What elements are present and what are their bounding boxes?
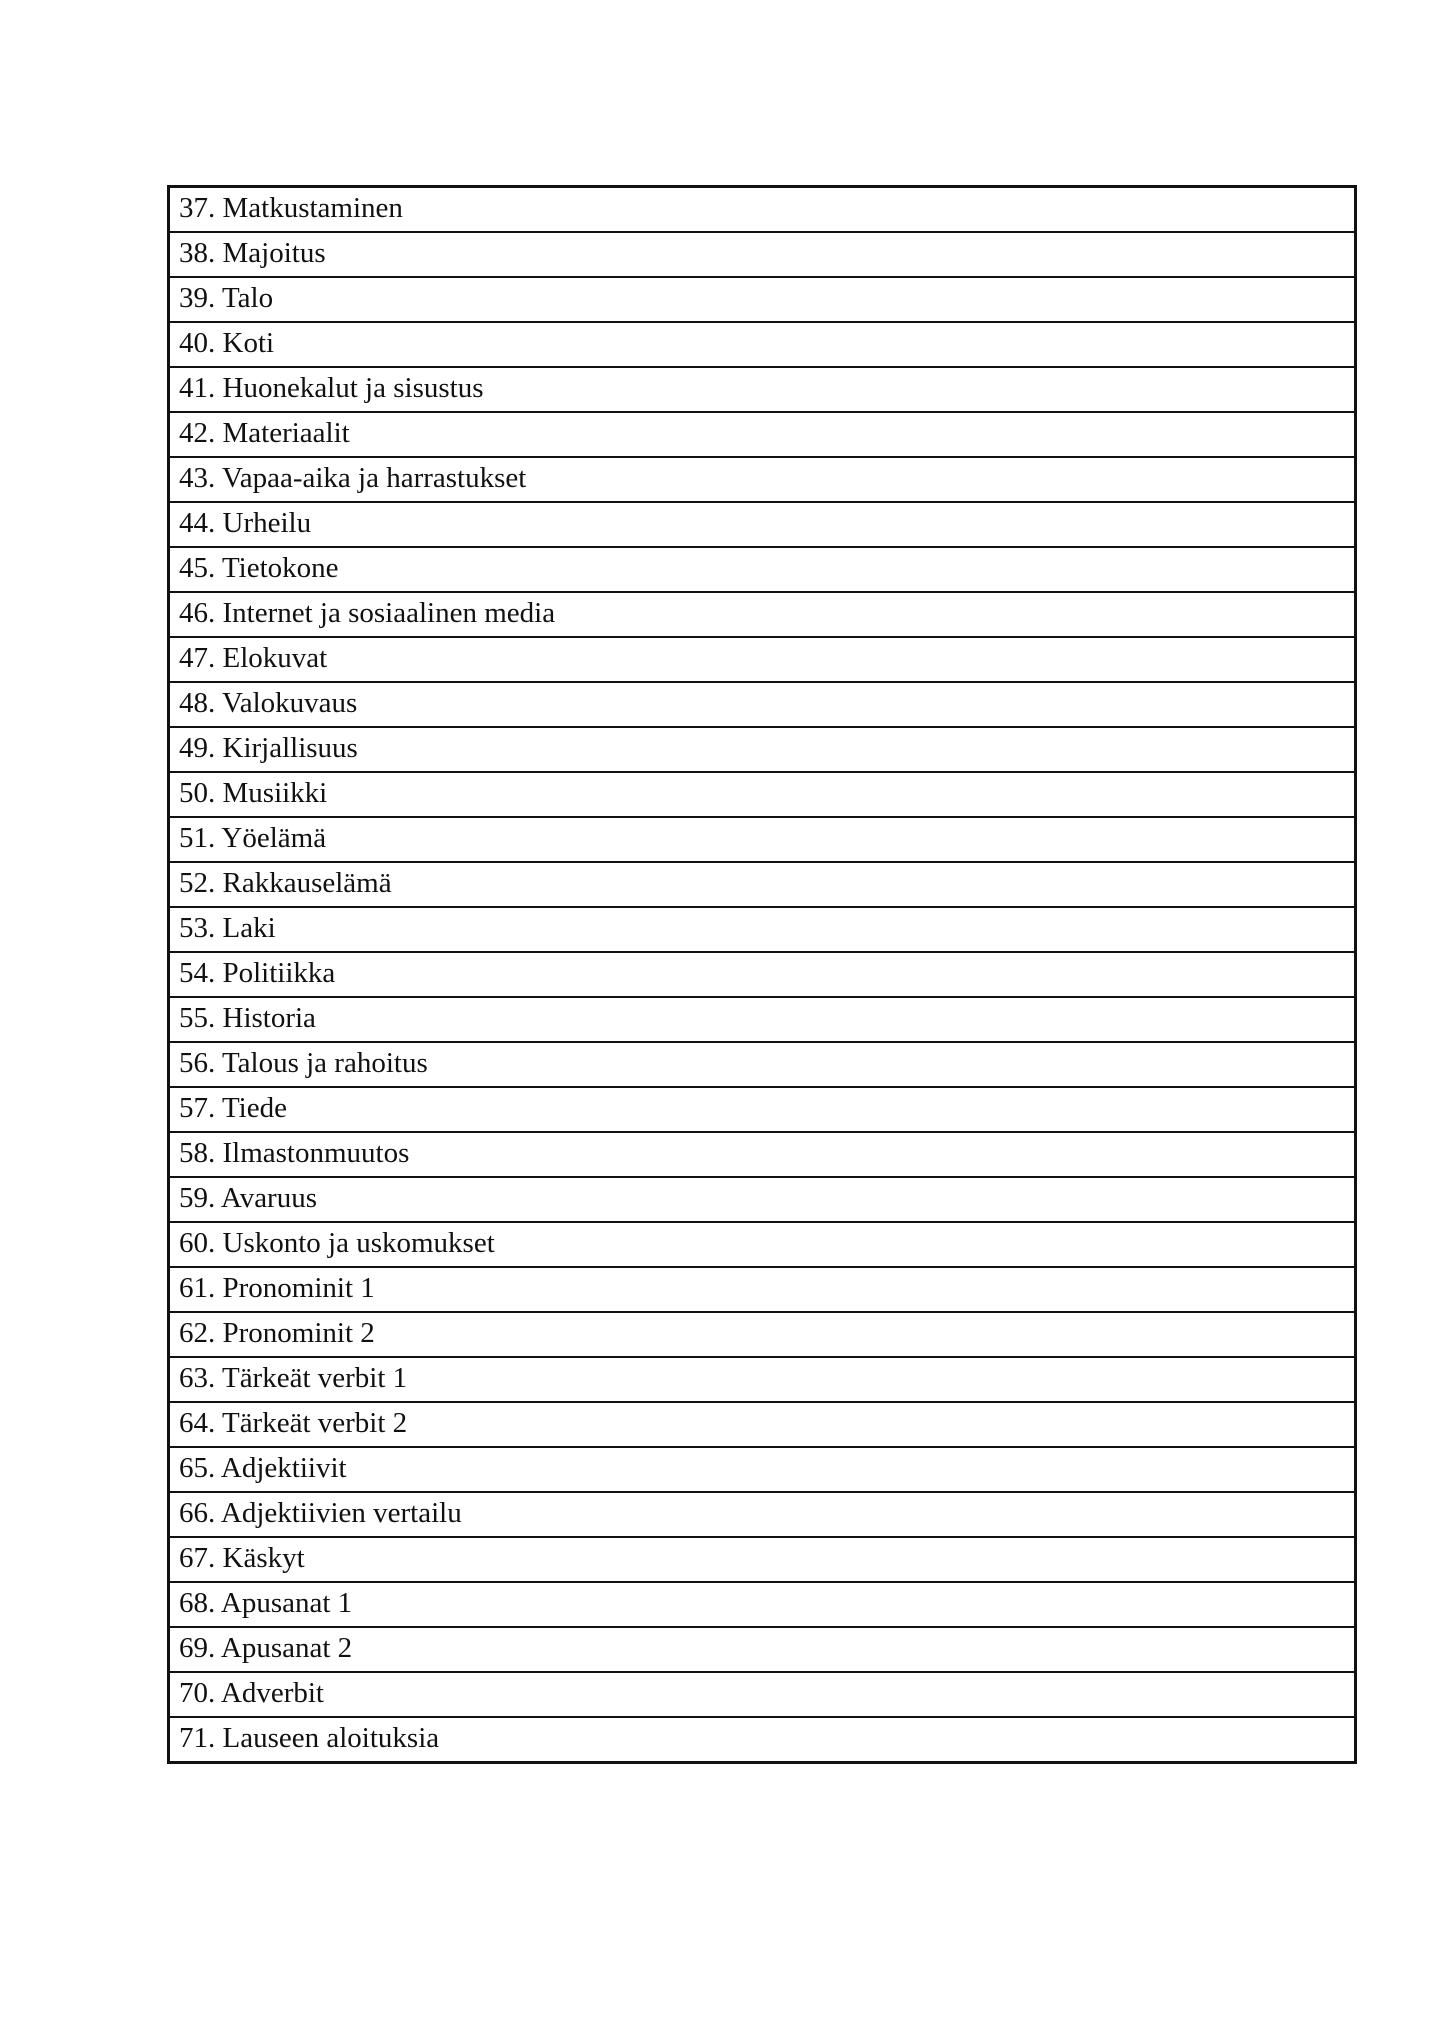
table-row	[169, 232, 1356, 277]
table-row	[169, 187, 1356, 233]
toc-entry: 49. Kirjallisuus	[169, 727, 1356, 772]
table-row	[169, 367, 1356, 412]
toc-entry: 47. Elokuvat	[169, 637, 1356, 682]
table-row	[169, 637, 1356, 682]
toc-entry: 50. Musiikki	[169, 772, 1356, 817]
table-row	[169, 1537, 1356, 1582]
toc-entry: 59. Avaruus	[169, 1177, 1356, 1222]
table-row	[169, 1267, 1356, 1312]
toc-entry: 71. Lauseen aloituksia	[169, 1717, 1356, 1763]
toc-entry: 65. Adjektiivit	[169, 1447, 1356, 1492]
toc-entry: 39. Talo	[169, 277, 1356, 322]
table-row	[169, 1042, 1356, 1087]
table-row	[169, 547, 1356, 592]
toc-entry: 38. Majoitus	[169, 232, 1356, 277]
toc-entry: 43. Vapaa-aika ja harrastukset	[169, 457, 1356, 502]
toc-entry: 51. Yöelämä	[169, 817, 1356, 862]
toc-entry: 56. Talous ja rahoitus	[169, 1042, 1356, 1087]
table-row	[169, 502, 1356, 547]
table-row	[169, 592, 1356, 637]
toc-entry: 52. Rakkauselämä	[169, 862, 1356, 907]
table-row	[169, 952, 1356, 997]
table-row	[169, 1582, 1356, 1627]
table-row	[169, 1132, 1356, 1177]
toc-entry: 68. Apusanat 1	[169, 1582, 1356, 1627]
table-row	[169, 457, 1356, 502]
toc-entry: 44. Urheilu	[169, 502, 1356, 547]
table-row	[169, 1402, 1356, 1447]
toc-entry: 41. Huonekalut ja sisustus	[169, 367, 1356, 412]
table-row	[169, 862, 1356, 907]
table-row	[169, 1357, 1356, 1402]
toc-entry: 58. Ilmastonmuutos	[169, 1132, 1356, 1177]
toc-entry: 53. Laki	[169, 907, 1356, 952]
toc-entry: 63. Tärkeät verbit 1	[169, 1357, 1356, 1402]
toc-entry: 55. Historia	[169, 997, 1356, 1042]
toc-entry: 42. Materiaalit	[169, 412, 1356, 457]
toc-entry: 40. Koti	[169, 322, 1356, 367]
toc-entry: 60. Uskonto ja uskomukset	[169, 1222, 1356, 1267]
table-row	[169, 322, 1356, 367]
table-row	[169, 682, 1356, 727]
table-row	[169, 997, 1356, 1042]
toc-entry: 70. Adverbit	[169, 1672, 1356, 1717]
table-row	[169, 1447, 1356, 1492]
toc-entry: 48. Valokuvaus	[169, 682, 1356, 727]
table-row	[169, 907, 1356, 952]
table-row	[169, 817, 1356, 862]
table-row	[169, 1717, 1356, 1763]
table-row	[169, 1222, 1356, 1267]
table-row	[169, 1177, 1356, 1222]
toc-entry: 45. Tietokone	[169, 547, 1356, 592]
contents-table-body	[169, 187, 1356, 1763]
table-row	[169, 1672, 1356, 1717]
toc-entry: 54. Politiikka	[169, 952, 1356, 997]
toc-entry: 57. Tiede	[169, 1087, 1356, 1132]
toc-entry: 64. Tärkeät verbit 2	[169, 1402, 1356, 1447]
table-row	[169, 412, 1356, 457]
toc-entry: 69. Apusanat 2	[169, 1627, 1356, 1672]
toc-entry: 66. Adjektiivien vertailu	[169, 1492, 1356, 1537]
toc-entry: 46. Internet ja sosiaalinen media	[169, 592, 1356, 637]
toc-entry: 67. Käskyt	[169, 1537, 1356, 1582]
table-row	[169, 1312, 1356, 1357]
table-row	[169, 1087, 1356, 1132]
table-row	[169, 772, 1356, 817]
toc-entry: 61. Pronominit 1	[169, 1267, 1356, 1312]
table-row	[169, 1492, 1356, 1537]
toc-entry: 62. Pronominit 2	[169, 1312, 1356, 1357]
table-row	[169, 727, 1356, 772]
table-row	[169, 1627, 1356, 1672]
toc-entry: 37. Matkustaminen	[169, 187, 1356, 233]
contents-table	[167, 185, 1357, 1764]
table-row	[169, 277, 1356, 322]
